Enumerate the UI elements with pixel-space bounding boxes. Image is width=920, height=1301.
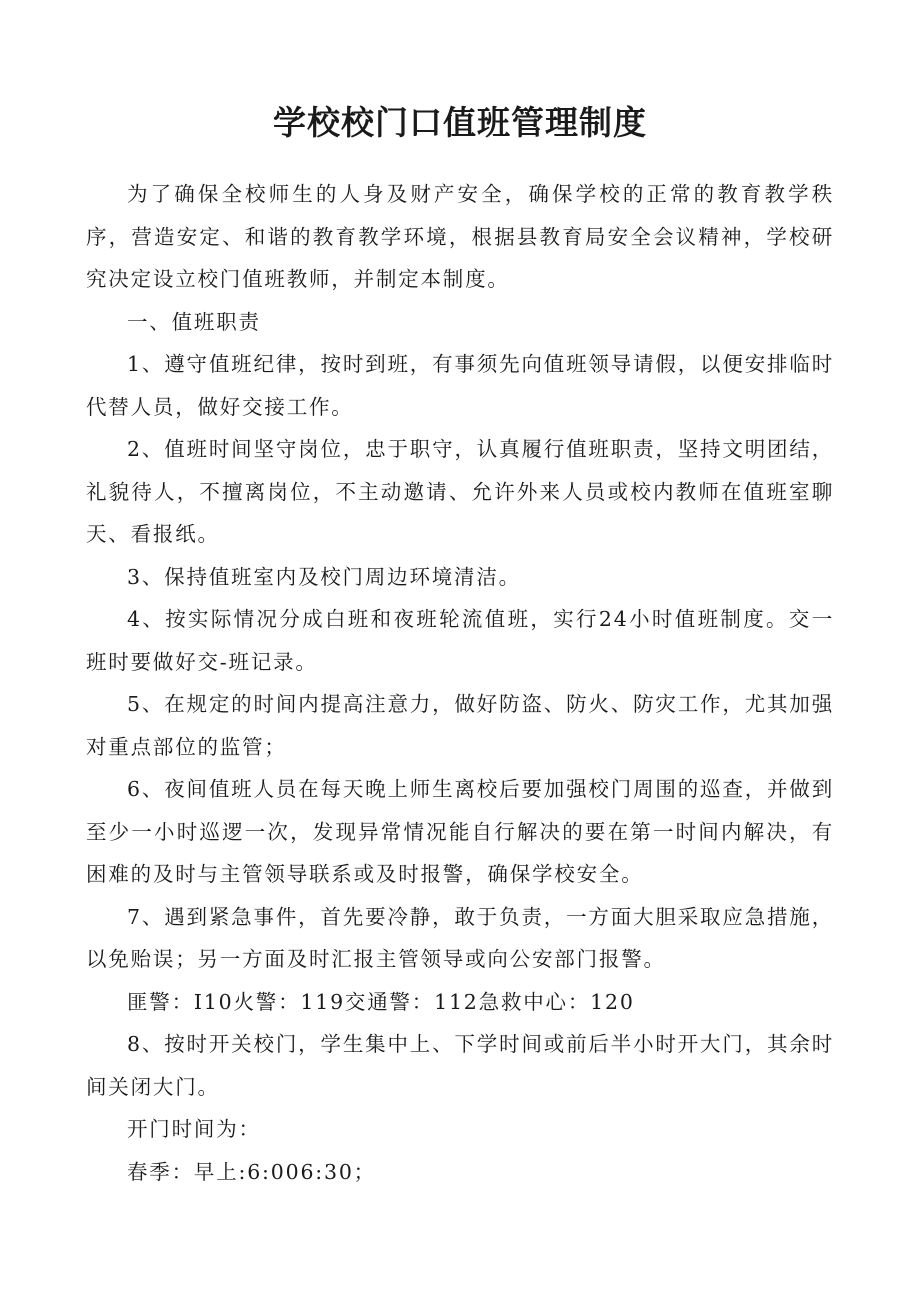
duty-item-7: 7、遇到紧急事件，首先要冷静，敢于负责，一方面大胆采取应急措施，以免贻误；另一方面及时汇报主管领导或向公安部门报警。 bbox=[86, 904, 834, 971]
intro-paragraph: 为了确保全校师生的人身及财产安全，确保学校的正常的教育教学秩序，营造安定、和谐的教育教学环境，根据县教育局安全会议精神，学校研究决定设立校门值班教师，并制定本制度。 bbox=[86, 182, 834, 291]
opening-hours-label: 开门时间为： bbox=[127, 1117, 261, 1141]
document-title: 学校校门口值班管理制度 bbox=[273, 103, 647, 142]
duty-item-5: 5、在规定的时间内提高注意力，做好防盗、防火、防灾工作，尤其加强对重点部位的监管； bbox=[86, 692, 834, 759]
duty-item-3: 3、保持值班室内及校门周边环境清洁。 bbox=[127, 564, 521, 589]
emergency-numbers: 匪警：I10火警：119交通警：112急救中心：120 bbox=[127, 989, 635, 1014]
document-body bbox=[86, 173, 834, 1193]
duty-item-1: 1、遵守值班纪律，按时到班，有事须先向值班领导请假，以便安排临时代替人员，做好交接工作。 bbox=[86, 352, 834, 419]
duty-item-8: 8、按时开关校门，学生集中上、下学时间或前后半小时开大门，其余时间关闭大门。 bbox=[86, 1032, 834, 1099]
section-heading-duties: 一、值班职责 bbox=[127, 309, 261, 334]
spring-hours: 春季：早上:6:006:30； bbox=[127, 1159, 376, 1184]
duty-item-4: 4、按实际情况分成白班和夜班轮流值班，实行24小时值班制度。交一班时要做好交-班记录。 bbox=[86, 607, 834, 674]
duty-item-6: 6、夜间值班人员在每天晚上师生离校后要加强校门周围的巡查，并做到至少一小时巡逻一次，发现异常情况能自行解决的要在第一时间内解决，有困难的及时与主管领导联系或及时报警，确保学校安全。 bbox=[86, 777, 834, 886]
duty-item-2: 2、值班时间坚守岗位，忠于职守，认真履行值班职责，坚持文明团结，礼貌待人，不擅离岗位，不主动邀请、允许外来人员或校内教师在值班室聊天、看报纸。 bbox=[86, 437, 834, 546]
